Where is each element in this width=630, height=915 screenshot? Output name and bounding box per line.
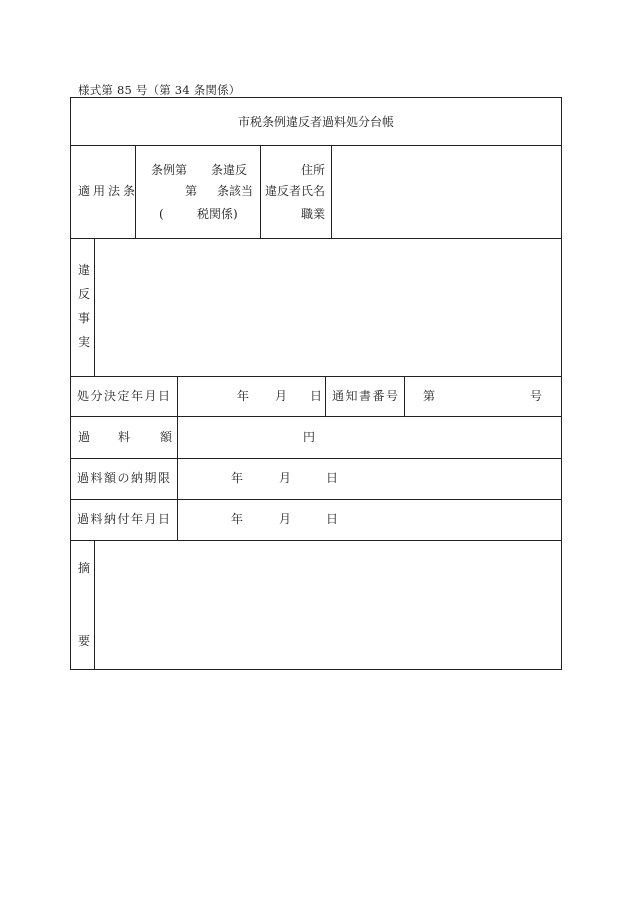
decision-year: 年 — [237, 389, 250, 403]
law-tax-relation: 税関係) — [197, 207, 238, 221]
law-paren-open: ( — [159, 207, 164, 221]
remarks-label-char: 摘 — [78, 561, 91, 575]
divider — [177, 376, 178, 540]
law-label: 適用法条 — [78, 184, 139, 198]
remarks-label-char: 要 — [78, 634, 91, 648]
divider — [71, 540, 561, 541]
decision-date-label: 処分決定年月日 — [77, 389, 172, 403]
fine-amount-label-char: 料 — [118, 430, 131, 444]
divider — [71, 376, 561, 377]
facts-label-char: 反 — [78, 287, 91, 301]
divider — [94, 540, 95, 670]
divider — [71, 238, 561, 239]
violator-name-label: 違反者氏名 — [264, 184, 325, 198]
notice-number-suffix: 号 — [530, 389, 543, 403]
deadline-day: 日 — [326, 471, 339, 485]
law-ordinance-prefix: 条例第 — [151, 163, 188, 177]
facts-label-char: 事 — [78, 311, 91, 325]
form-title: 市税条例違反者過料処分台帳 — [237, 115, 394, 129]
notice-number-label: 通知書番号 — [332, 389, 400, 403]
divider — [71, 145, 561, 146]
payment-date-label: 過料納付年月日 — [77, 512, 172, 526]
fine-amount-label-char: 過 — [78, 430, 91, 444]
decision-month: 月 — [275, 389, 288, 403]
payment-month: 月 — [279, 512, 292, 526]
notice-number-prefix: 第 — [423, 389, 436, 403]
fine-amount-unit: 円 — [303, 430, 316, 444]
law-violation-suffix: 条違反 — [211, 163, 248, 177]
deadline-label: 過料額の納期限 — [77, 471, 172, 485]
facts-label-char: 実 — [78, 335, 91, 349]
divider — [71, 499, 561, 500]
deadline-year: 年 — [231, 471, 244, 485]
payment-year: 年 — [231, 512, 244, 526]
decision-day: 日 — [310, 389, 323, 403]
divider — [71, 416, 561, 417]
fine-amount-label-char: 額 — [160, 430, 173, 444]
divider — [325, 376, 326, 416]
law-article-prefix: 第 — [185, 184, 198, 198]
payment-day: 日 — [326, 512, 339, 526]
occupation-label: 職業 — [300, 207, 325, 221]
facts-label-char: 違 — [78, 263, 91, 277]
law-applicable-suffix: 条該当 — [217, 184, 254, 198]
deadline-month: 月 — [279, 471, 292, 485]
divider — [71, 458, 561, 459]
ledger-form — [70, 97, 562, 670]
form-number: 様式第 85 号（第 34 条関係） — [78, 83, 241, 97]
address-label: 住所 — [300, 163, 325, 177]
divider — [94, 238, 95, 376]
divider — [331, 145, 332, 238]
divider — [404, 376, 405, 416]
